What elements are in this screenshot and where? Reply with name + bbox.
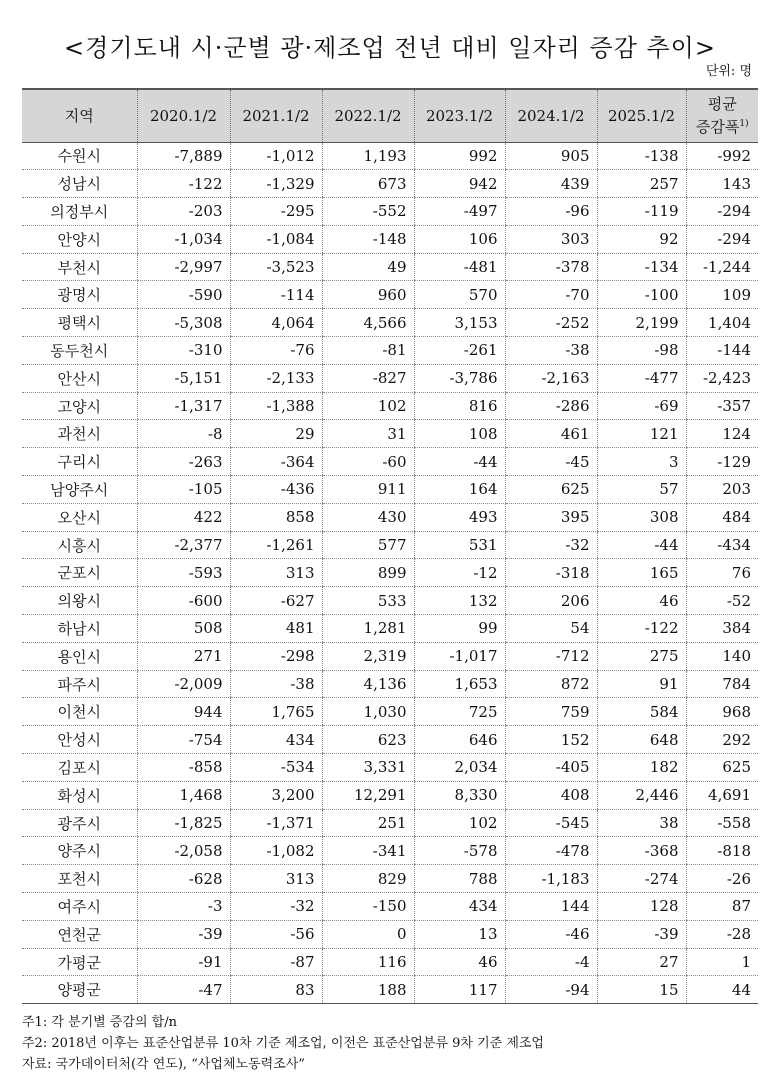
value-cell: 106 — [414, 225, 505, 253]
value-cell: -69 — [597, 392, 686, 420]
value-cell: 784 — [686, 670, 758, 698]
value-cell: -2,058 — [137, 837, 230, 865]
region-cell: 부천시 — [22, 253, 137, 281]
value-cell: -91 — [137, 948, 230, 976]
value-cell: -827 — [322, 364, 414, 392]
value-cell: -405 — [505, 754, 597, 782]
region-cell: 하남시 — [22, 615, 137, 643]
value-cell: 816 — [414, 392, 505, 420]
value-cell: -590 — [137, 281, 230, 309]
value-cell: -481 — [414, 253, 505, 281]
value-cell: 87 — [686, 893, 758, 921]
value-cell: 1,653 — [414, 670, 505, 698]
value-cell: -76 — [230, 337, 322, 365]
value-cell: 2,319 — [322, 642, 414, 670]
region-cell: 동두천시 — [22, 337, 137, 365]
footnotes — [22, 1012, 544, 1075]
table-row — [22, 364, 758, 392]
value-cell: -497 — [414, 198, 505, 226]
region-cell: 여주시 — [22, 893, 137, 921]
value-cell: 3 — [597, 448, 686, 476]
value-cell: 461 — [505, 420, 597, 448]
value-cell: 1,030 — [322, 698, 414, 726]
value-cell: 531 — [414, 531, 505, 559]
value-cell: 481 — [230, 615, 322, 643]
value-cell: 124 — [686, 420, 758, 448]
value-cell: 829 — [322, 865, 414, 893]
value-cell: -32 — [230, 893, 322, 921]
header-2024: 2024.1/2 — [505, 89, 597, 142]
value-cell: 872 — [505, 670, 597, 698]
value-cell: 2,446 — [597, 781, 686, 809]
value-cell: 944 — [137, 698, 230, 726]
value-cell: 905 — [505, 142, 597, 170]
value-cell: 646 — [414, 726, 505, 754]
table-row — [22, 170, 758, 198]
value-cell: 1,404 — [686, 309, 758, 337]
value-cell: -627 — [230, 587, 322, 615]
value-cell: 313 — [230, 559, 322, 587]
value-cell: -114 — [230, 281, 322, 309]
value-cell: -593 — [137, 559, 230, 587]
value-cell: 493 — [414, 503, 505, 531]
value-cell: -70 — [505, 281, 597, 309]
value-cell: -203 — [137, 198, 230, 226]
value-cell: -1,388 — [230, 392, 322, 420]
value-cell: -7,889 — [137, 142, 230, 170]
table-row — [22, 142, 758, 170]
table-row — [22, 420, 758, 448]
value-cell: -294 — [686, 198, 758, 226]
header-2022: 2022.1/2 — [322, 89, 414, 142]
table-row — [22, 531, 758, 559]
value-cell: -138 — [597, 142, 686, 170]
value-cell: -818 — [686, 837, 758, 865]
value-cell: 27 — [597, 948, 686, 976]
footnote-marker: 1) — [739, 119, 749, 130]
value-cell: -478 — [505, 837, 597, 865]
value-cell: 257 — [597, 170, 686, 198]
value-cell: 623 — [322, 726, 414, 754]
footnote-1: 주1: 각 분기별 증감의 합/n — [22, 1015, 177, 1030]
value-cell: -98 — [597, 337, 686, 365]
table-row — [22, 476, 758, 504]
value-cell: 1 — [686, 948, 758, 976]
value-cell: 625 — [505, 476, 597, 504]
region-cell: 남양주시 — [22, 476, 137, 504]
value-cell: -3 — [137, 893, 230, 921]
value-cell: -252 — [505, 309, 597, 337]
value-cell: -1,034 — [137, 225, 230, 253]
value-cell: 44 — [686, 976, 758, 1004]
region-cell: 가평군 — [22, 948, 137, 976]
table-row — [22, 198, 758, 226]
value-cell: -148 — [322, 225, 414, 253]
region-cell: 화성시 — [22, 781, 137, 809]
value-cell: -26 — [686, 865, 758, 893]
value-cell: -1,317 — [137, 392, 230, 420]
value-cell: -38 — [505, 337, 597, 365]
value-cell: 29 — [230, 420, 322, 448]
header-region: 지역 — [22, 89, 137, 142]
value-cell: -1,329 — [230, 170, 322, 198]
value-cell: 303 — [505, 225, 597, 253]
table-row — [22, 893, 758, 921]
value-cell: -1,183 — [505, 865, 597, 893]
header-average-line1: 평균 — [707, 95, 737, 114]
value-cell: -545 — [505, 809, 597, 837]
value-cell: -100 — [597, 281, 686, 309]
value-cell: 408 — [505, 781, 597, 809]
table-row — [22, 865, 758, 893]
table-row — [22, 309, 758, 337]
value-cell: -274 — [597, 865, 686, 893]
table-row — [22, 642, 758, 670]
value-cell: 4,136 — [322, 670, 414, 698]
value-cell: -8 — [137, 420, 230, 448]
value-cell: -357 — [686, 392, 758, 420]
value-cell: 648 — [597, 726, 686, 754]
value-cell: 4,064 — [230, 309, 322, 337]
value-cell: 102 — [414, 809, 505, 837]
value-cell: 2,034 — [414, 754, 505, 782]
value-cell: -1,012 — [230, 142, 322, 170]
value-cell: 858 — [230, 503, 322, 531]
value-cell: 625 — [686, 754, 758, 782]
value-cell: 313 — [230, 865, 322, 893]
value-cell: 384 — [686, 615, 758, 643]
table-header-row — [22, 89, 758, 142]
value-cell: -38 — [230, 670, 322, 698]
value-cell: -286 — [505, 392, 597, 420]
value-cell: -992 — [686, 142, 758, 170]
value-cell: 3,331 — [322, 754, 414, 782]
page-title: <경기도내 시·군별 광·제조업 전년 대비 일자리 증감 추이> — [64, 34, 716, 62]
table-row — [22, 448, 758, 476]
value-cell: -261 — [414, 337, 505, 365]
value-cell: -368 — [597, 837, 686, 865]
value-cell: -295 — [230, 198, 322, 226]
value-cell: -3,786 — [414, 364, 505, 392]
value-cell: -144 — [686, 337, 758, 365]
value-cell: -434 — [686, 531, 758, 559]
value-cell: -1,261 — [230, 531, 322, 559]
value-cell: -96 — [505, 198, 597, 226]
value-cell: -2,163 — [505, 364, 597, 392]
value-cell: 1,193 — [322, 142, 414, 170]
value-cell: -56 — [230, 920, 322, 948]
region-cell: 연천군 — [22, 920, 137, 948]
region-cell: 고양시 — [22, 392, 137, 420]
region-cell: 과천시 — [22, 420, 137, 448]
value-cell: -2,423 — [686, 364, 758, 392]
value-cell: -3,523 — [230, 253, 322, 281]
value-cell: -2,377 — [137, 531, 230, 559]
region-cell: 성남시 — [22, 170, 137, 198]
header-2021: 2021.1/2 — [230, 89, 322, 142]
value-cell: -364 — [230, 448, 322, 476]
region-cell: 안산시 — [22, 364, 137, 392]
header-2023: 2023.1/2 — [414, 89, 505, 142]
value-cell: -310 — [137, 337, 230, 365]
value-cell: 76 — [686, 559, 758, 587]
value-cell: -2,133 — [230, 364, 322, 392]
value-cell: -341 — [322, 837, 414, 865]
value-cell: 46 — [414, 948, 505, 976]
value-cell: 83 — [230, 976, 322, 1004]
value-cell: 508 — [137, 615, 230, 643]
value-cell: 533 — [322, 587, 414, 615]
value-cell: 12,291 — [322, 781, 414, 809]
value-cell: 144 — [505, 893, 597, 921]
value-cell: 1,281 — [322, 615, 414, 643]
table-row — [22, 809, 758, 837]
value-cell: -44 — [597, 531, 686, 559]
table-row — [22, 503, 758, 531]
value-cell: 395 — [505, 503, 597, 531]
region-cell: 수원시 — [22, 142, 137, 170]
value-cell: -534 — [230, 754, 322, 782]
region-cell: 의정부시 — [22, 198, 137, 226]
table-body — [22, 142, 758, 1004]
value-cell: 188 — [322, 976, 414, 1004]
region-cell: 시흥시 — [22, 531, 137, 559]
value-cell: -2,997 — [137, 253, 230, 281]
value-cell: -122 — [597, 615, 686, 643]
unit-label: 단위: 명 — [705, 64, 752, 79]
value-cell: -4 — [505, 948, 597, 976]
value-cell: -39 — [597, 920, 686, 948]
value-cell: -134 — [597, 253, 686, 281]
region-cell: 의왕시 — [22, 587, 137, 615]
value-cell: -2,009 — [137, 670, 230, 698]
value-cell: -44 — [414, 448, 505, 476]
value-cell: -298 — [230, 642, 322, 670]
value-cell: 899 — [322, 559, 414, 587]
region-cell: 포천시 — [22, 865, 137, 893]
value-cell: -12 — [414, 559, 505, 587]
region-cell: 오산시 — [22, 503, 137, 531]
value-cell: 251 — [322, 809, 414, 837]
value-cell: 102 — [322, 392, 414, 420]
value-cell: -122 — [137, 170, 230, 198]
value-cell: 108 — [414, 420, 505, 448]
table-row — [22, 559, 758, 587]
value-cell: -754 — [137, 726, 230, 754]
value-cell: 577 — [322, 531, 414, 559]
value-cell: 308 — [597, 503, 686, 531]
value-cell: 13 — [414, 920, 505, 948]
value-cell: 673 — [322, 170, 414, 198]
table-row — [22, 392, 758, 420]
value-cell: 570 — [414, 281, 505, 309]
value-cell: 206 — [505, 587, 597, 615]
region-cell: 광명시 — [22, 281, 137, 309]
value-cell: -87 — [230, 948, 322, 976]
value-cell: 4,566 — [322, 309, 414, 337]
value-cell: -60 — [322, 448, 414, 476]
value-cell: 57 — [597, 476, 686, 504]
header-2025: 2025.1/2 — [597, 89, 686, 142]
source-note: 자료: 국가데이터처(각 연도), “사업체노동력조사” — [22, 1057, 305, 1072]
value-cell: 960 — [322, 281, 414, 309]
value-cell: 121 — [597, 420, 686, 448]
table-row — [22, 781, 758, 809]
value-cell: 117 — [414, 976, 505, 1004]
table-row — [22, 837, 758, 865]
value-cell: 92 — [597, 225, 686, 253]
value-cell: -81 — [322, 337, 414, 365]
value-cell: 49 — [322, 253, 414, 281]
value-cell: -294 — [686, 225, 758, 253]
region-cell: 구리시 — [22, 448, 137, 476]
value-cell: -552 — [322, 198, 414, 226]
table-row — [22, 948, 758, 976]
value-cell: 203 — [686, 476, 758, 504]
value-cell: -94 — [505, 976, 597, 1004]
value-cell: -150 — [322, 893, 414, 921]
value-cell: -5,308 — [137, 309, 230, 337]
value-cell: -600 — [137, 587, 230, 615]
header-average-line2: 증감폭 — [695, 118, 740, 137]
value-cell: -52 — [686, 587, 758, 615]
region-cell: 양평군 — [22, 976, 137, 1004]
region-cell: 광주시 — [22, 809, 137, 837]
value-cell: -378 — [505, 253, 597, 281]
value-cell: -28 — [686, 920, 758, 948]
value-cell: -1,084 — [230, 225, 322, 253]
table-row — [22, 281, 758, 309]
region-cell: 안성시 — [22, 726, 137, 754]
value-cell: 3,153 — [414, 309, 505, 337]
value-cell: -1,244 — [686, 253, 758, 281]
value-cell: 38 — [597, 809, 686, 837]
value-cell: -477 — [597, 364, 686, 392]
value-cell: 725 — [414, 698, 505, 726]
value-cell: 152 — [505, 726, 597, 754]
value-cell: -32 — [505, 531, 597, 559]
value-cell: 99 — [414, 615, 505, 643]
value-cell: 434 — [230, 726, 322, 754]
value-cell: -1,017 — [414, 642, 505, 670]
value-cell: 140 — [686, 642, 758, 670]
value-cell: 484 — [686, 503, 758, 531]
value-cell: 143 — [686, 170, 758, 198]
value-cell: -47 — [137, 976, 230, 1004]
value-cell: -5,151 — [137, 364, 230, 392]
value-cell: -578 — [414, 837, 505, 865]
region-cell: 용인시 — [22, 642, 137, 670]
value-cell: 584 — [597, 698, 686, 726]
region-cell: 안양시 — [22, 225, 137, 253]
table-row — [22, 698, 758, 726]
value-cell: 3,200 — [230, 781, 322, 809]
table-row — [22, 337, 758, 365]
table-row — [22, 976, 758, 1004]
table-row — [22, 225, 758, 253]
region-cell: 이천시 — [22, 698, 137, 726]
value-cell: -436 — [230, 476, 322, 504]
value-cell: -105 — [137, 476, 230, 504]
value-cell: 942 — [414, 170, 505, 198]
value-cell: -45 — [505, 448, 597, 476]
table-row — [22, 726, 758, 754]
value-cell: 1,468 — [137, 781, 230, 809]
value-cell: 271 — [137, 642, 230, 670]
value-cell: 788 — [414, 865, 505, 893]
value-cell: -558 — [686, 809, 758, 837]
value-cell: -712 — [505, 642, 597, 670]
value-cell: -129 — [686, 448, 758, 476]
value-cell: 992 — [414, 142, 505, 170]
employment-change-table — [22, 88, 758, 1004]
value-cell: -318 — [505, 559, 597, 587]
value-cell: -39 — [137, 920, 230, 948]
region-cell: 군포시 — [22, 559, 137, 587]
value-cell: 116 — [322, 948, 414, 976]
value-cell: 968 — [686, 698, 758, 726]
value-cell: 109 — [686, 281, 758, 309]
value-cell: 54 — [505, 615, 597, 643]
region-cell: 파주시 — [22, 670, 137, 698]
value-cell: 430 — [322, 503, 414, 531]
value-cell: 46 — [597, 587, 686, 615]
value-cell: 164 — [414, 476, 505, 504]
table-row — [22, 253, 758, 281]
value-cell: 182 — [597, 754, 686, 782]
value-cell: 128 — [597, 893, 686, 921]
value-cell: -1,371 — [230, 809, 322, 837]
value-cell: -119 — [597, 198, 686, 226]
value-cell: 15 — [597, 976, 686, 1004]
table-row — [22, 587, 758, 615]
value-cell: 4,691 — [686, 781, 758, 809]
value-cell: 439 — [505, 170, 597, 198]
value-cell: 8,330 — [414, 781, 505, 809]
value-cell: 911 — [322, 476, 414, 504]
value-cell: 292 — [686, 726, 758, 754]
value-cell: 2,199 — [597, 309, 686, 337]
value-cell: 0 — [322, 920, 414, 948]
region-cell: 김포시 — [22, 754, 137, 782]
value-cell: 91 — [597, 670, 686, 698]
value-cell: -858 — [137, 754, 230, 782]
value-cell: 165 — [597, 559, 686, 587]
region-cell: 양주시 — [22, 837, 137, 865]
value-cell: -1,082 — [230, 837, 322, 865]
table-row — [22, 615, 758, 643]
header-2020: 2020.1/2 — [137, 89, 230, 142]
header-average-change — [686, 89, 758, 142]
value-cell: 1,765 — [230, 698, 322, 726]
value-cell: 759 — [505, 698, 597, 726]
value-cell: 275 — [597, 642, 686, 670]
value-cell: 422 — [137, 503, 230, 531]
value-cell: -628 — [137, 865, 230, 893]
table-row — [22, 920, 758, 948]
value-cell: 434 — [414, 893, 505, 921]
value-cell: -46 — [505, 920, 597, 948]
table-row — [22, 754, 758, 782]
value-cell: -263 — [137, 448, 230, 476]
value-cell: 132 — [414, 587, 505, 615]
footnote-2: 주2: 2018년 이후는 표준산업분류 10차 기준 제조업, 이전은 표준산업분류 9차 기준 제조업 — [22, 1036, 544, 1051]
value-cell: 31 — [322, 420, 414, 448]
region-cell: 평택시 — [22, 309, 137, 337]
value-cell: -1,825 — [137, 809, 230, 837]
table-row — [22, 670, 758, 698]
